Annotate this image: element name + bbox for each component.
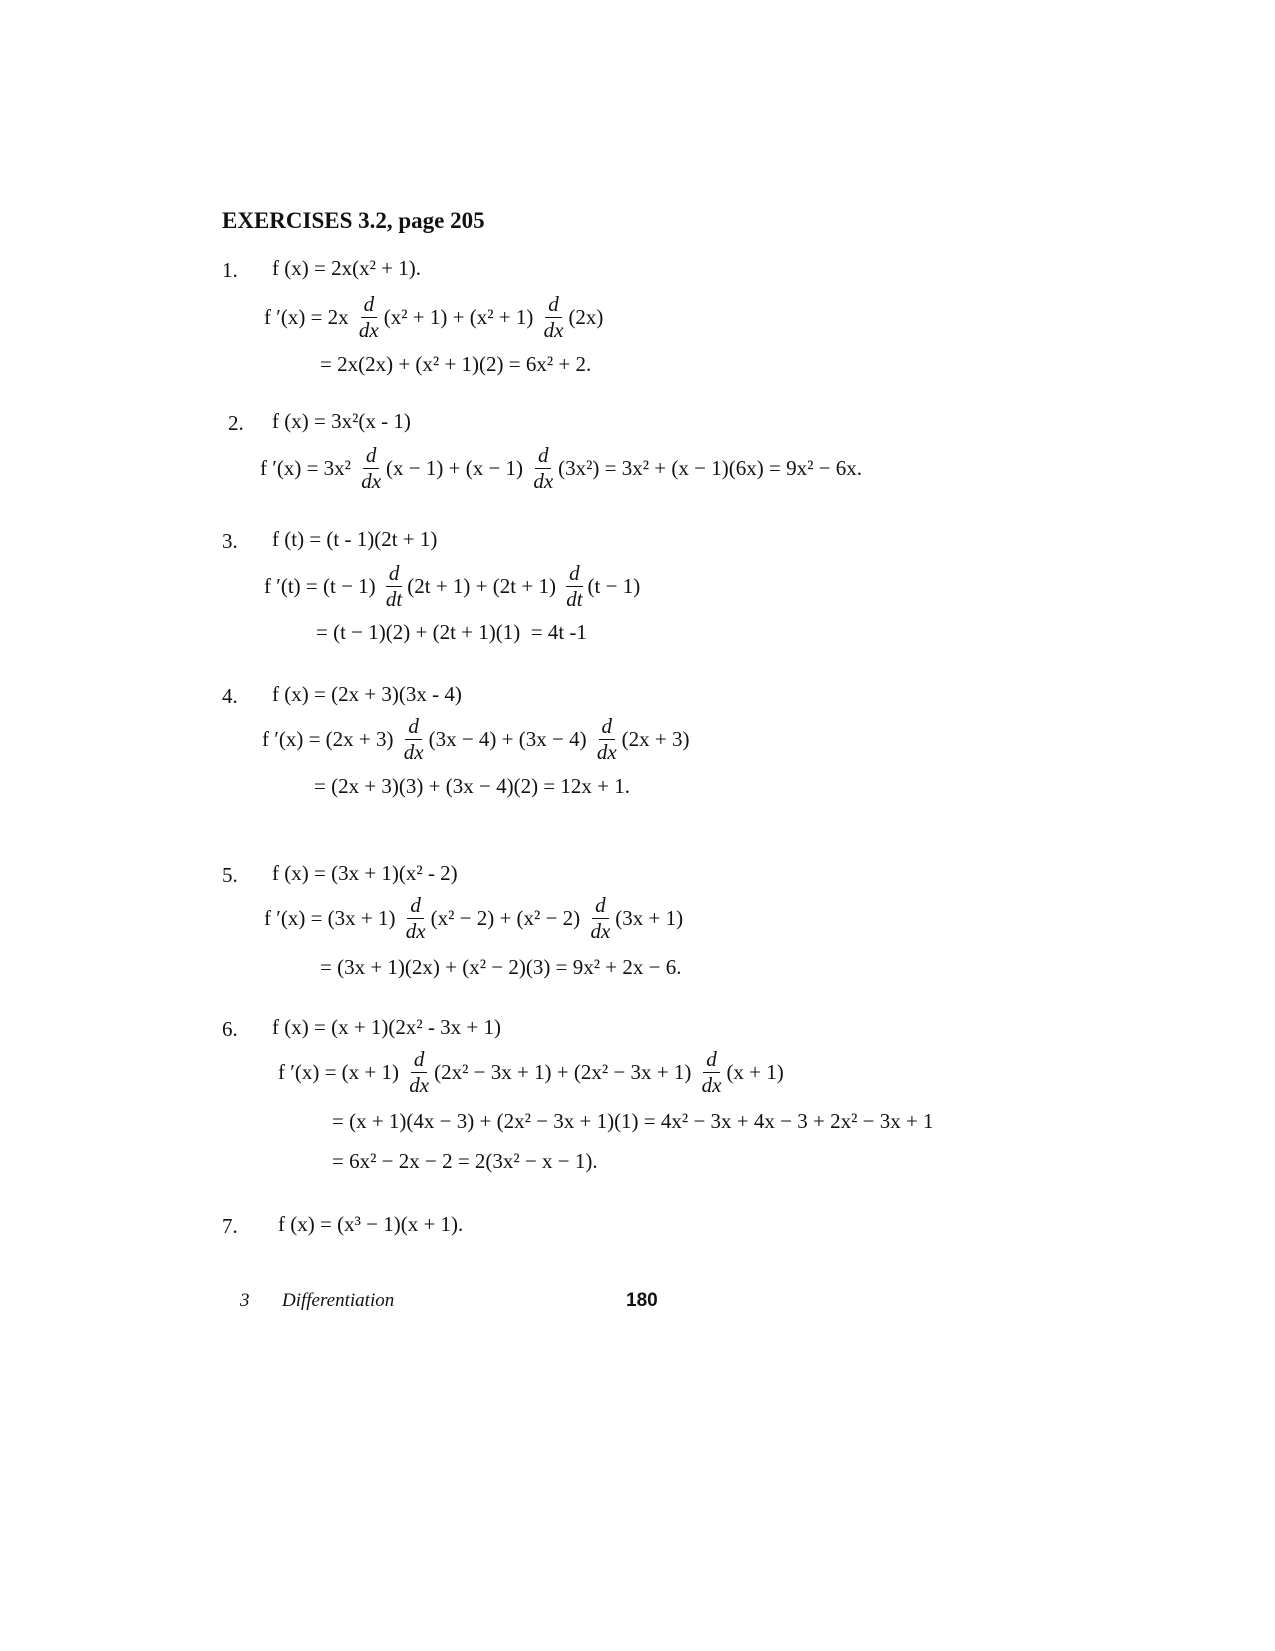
derivative-line: f ′(t) = (t − 1) $\frac{d}{dt}$ (2t + 1) + (2t + 1) $\frac{d}{dt}$ (t − 1) bbox=[264, 560, 641, 611]
derivative-line: f ′(x) = 3x² $\frac{d}{dx}$ (x − 1) + (x − 1) $\frac{d}{dx}$ (3x²) = 3x² + (x − 1)(6x) = 9x² − 6x. bbox=[260, 442, 862, 493]
derivative-operator: $\frac{d}{dx}$ bbox=[409, 1046, 430, 1097]
derivative-line: f ′(x) = (x + 1) $\frac{d}{dx}$ (2x² − 3x + 1) + (2x² − 3x + 1) $\frac{d}{dx}$ (x + 1) bbox=[278, 1046, 784, 1097]
footer-chapter-title: Differentiation bbox=[282, 1290, 395, 1311]
result-line: = (t − 1)(2) + (2t + 1)(1) = 4t -1 bbox=[316, 620, 587, 644]
result-line: = (x + 1)(4x − 3) + (2x² − 3x + 1)(1) = 4x² − 3x + 4x − 3 + 2x² − 3x + 1 bbox=[332, 1109, 934, 1133]
derivative-operator: $\frac{d}{dx}$ bbox=[361, 442, 382, 493]
problem-number: 5. bbox=[222, 863, 238, 887]
result-line: = (2x + 3)(3) + (3x − 4)(2) = 12x + 1. bbox=[314, 774, 631, 798]
result-line-2: = 6x² − 2x − 2 = 2(3x² − x − 1). bbox=[332, 1149, 598, 1173]
derivative-operator: $\frac{d}{dx}$ bbox=[701, 1046, 722, 1097]
result-line: = (3x + 1)(2x) + (x² − 2)(3) = 9x² + 2x − 6. bbox=[320, 955, 682, 979]
derivative-operator: $\frac{d}{dx}$ bbox=[405, 892, 426, 943]
footer-chapter-number: 3 bbox=[240, 1290, 250, 1311]
derivative-operator: $\frac{d}{dx}$ bbox=[596, 713, 617, 764]
derivative-line: f ′(x) = 2x $\frac{d}{dx}$ (x² + 1) + (x² + 1) $\frac{d}{dx}$ (2x) bbox=[264, 291, 604, 342]
footer-page-number: 180 bbox=[626, 1290, 658, 1311]
problem-statement: f (x) = 2x(x² + 1). bbox=[272, 256, 421, 280]
problem-statement: f (x) = (3x + 1)(x² - 2) bbox=[272, 861, 458, 885]
problem-number: 6. bbox=[222, 1017, 238, 1041]
problem-number: 1. bbox=[222, 258, 238, 282]
derivative-line: f ′(x) = (3x + 1) $\frac{d}{dx}$ (x² − 2) + (x² − 2) $\frac{d}{dx}$ (3x + 1) bbox=[264, 892, 684, 943]
problem-number: 7. bbox=[222, 1214, 238, 1238]
derivative-operator: $\frac{d}{dx}$ bbox=[403, 713, 424, 764]
problem-number: 2. bbox=[228, 411, 244, 435]
derivative-line: f ′(x) = (2x + 3) $\frac{d}{dx}$ (3x − 4) + (3x − 4) $\frac{d}{dx}$ (2x + 3) bbox=[262, 713, 690, 764]
derivative-operator: $\frac{d}{dt}$ bbox=[385, 560, 403, 611]
derivative-operator: $\frac{d}{dt}$ bbox=[566, 560, 583, 611]
problem-statement: f (x) = (x + 1)(2x² - 3x + 1) bbox=[272, 1015, 502, 1039]
problem-statement: f (x) = (2x + 3)(3x - 4) bbox=[272, 682, 462, 706]
problem-number: 3. bbox=[222, 529, 238, 553]
derivative-operator: $\frac{d}{dx}$ bbox=[590, 892, 611, 943]
problem-statement: f (x) = (x³ − 1)(x + 1). bbox=[278, 1212, 464, 1236]
problem-number: 4. bbox=[222, 684, 238, 708]
derivative-operator: $\frac{d}{dx}$ bbox=[533, 442, 554, 493]
derivative-operator: $\frac{d}{dx}$ bbox=[358, 291, 379, 342]
problem-statement: f (x) = 3x²(x - 1) bbox=[272, 409, 411, 433]
result-line: = 2x(2x) + (x² + 1)(2) = 6x² + 2. bbox=[320, 352, 592, 376]
problem-statement: f (t) = (t - 1)(2t + 1) bbox=[272, 527, 438, 551]
exercise-heading: EXERCISES 3.2, page 205 bbox=[222, 208, 485, 233]
derivative-operator: $\frac{d}{dx}$ bbox=[543, 291, 564, 342]
